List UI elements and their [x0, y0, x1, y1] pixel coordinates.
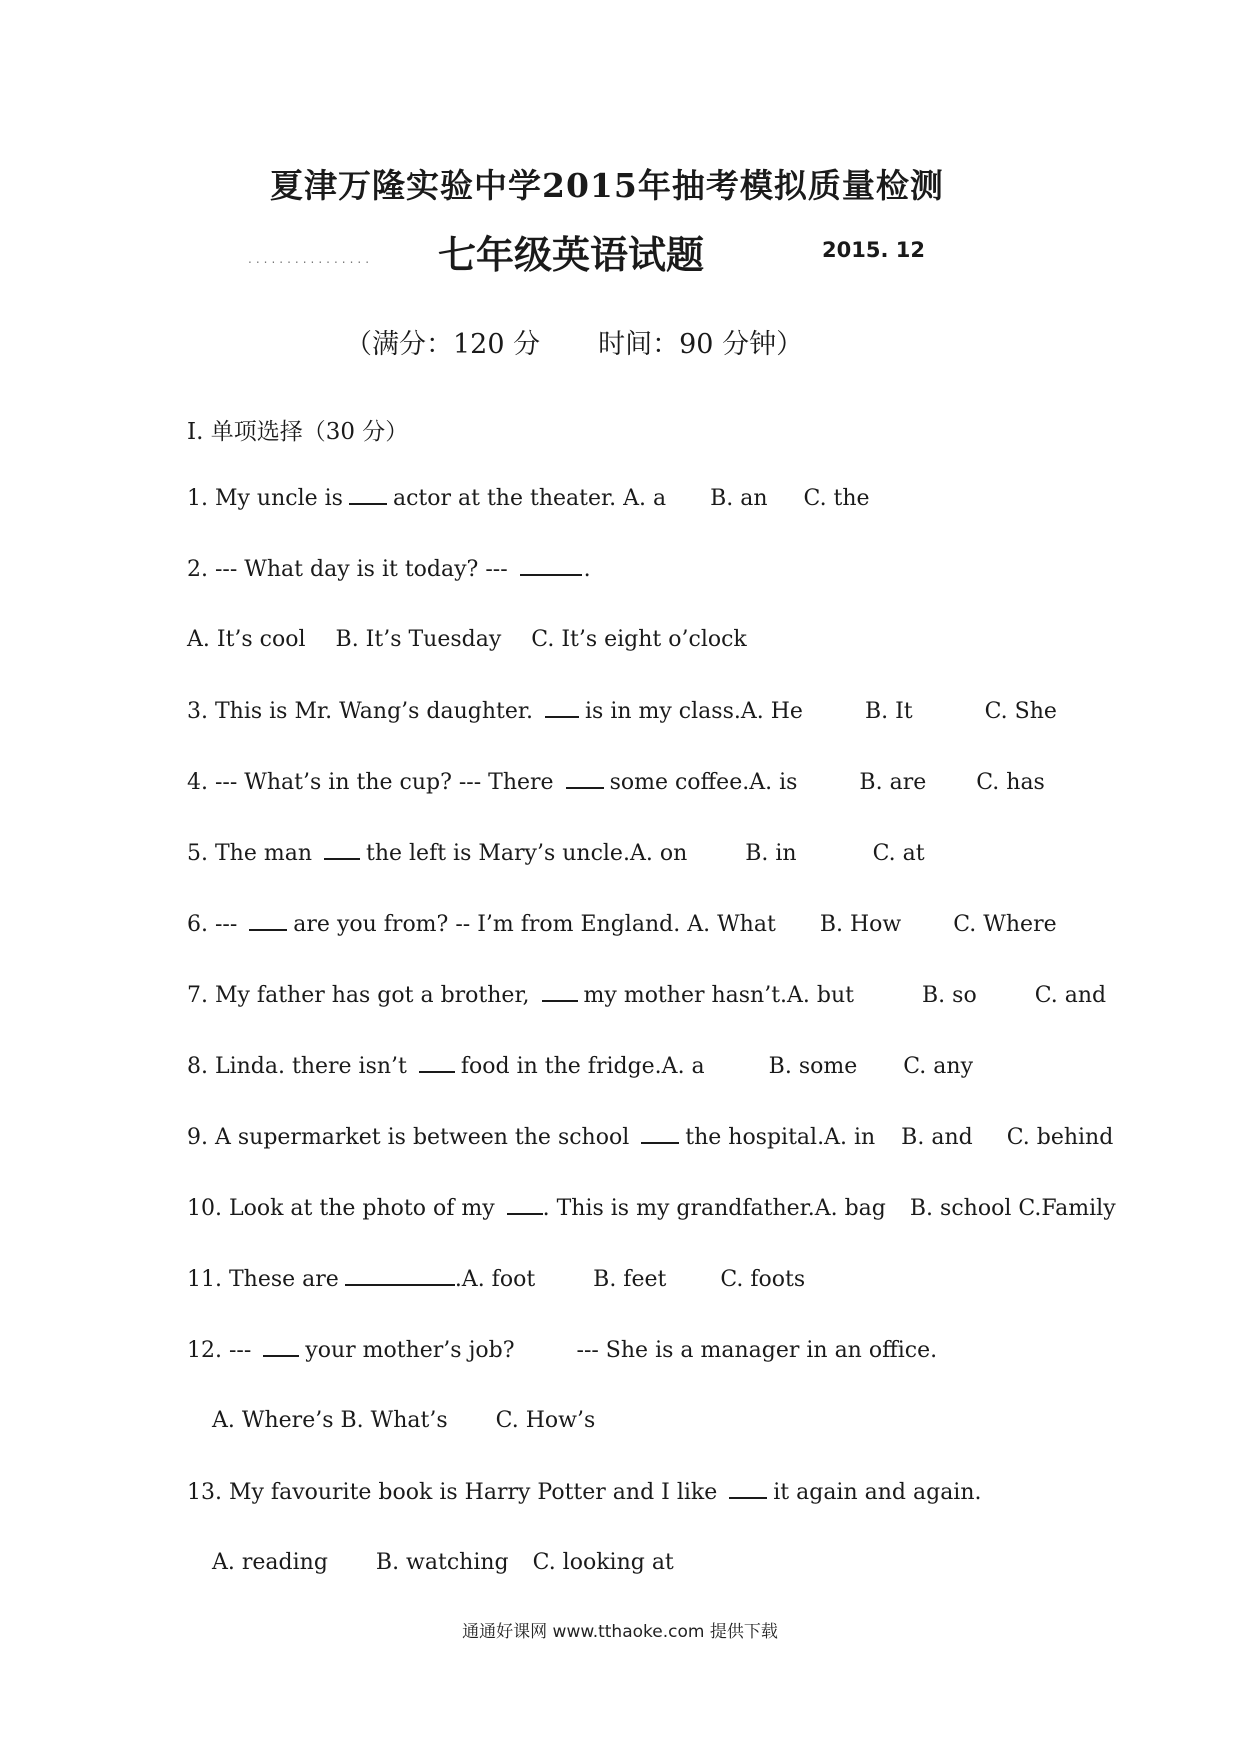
exam-time: 时间：90 分钟）: [598, 329, 804, 360]
question-3: [187, 698, 1057, 724]
answer-blank: [507, 1195, 543, 1215]
question-text: 5. The man: [187, 841, 312, 866]
question-answer-text: --- She is a manager in an office.: [576, 1338, 938, 1363]
question-12-options: [212, 1408, 595, 1433]
question-13-options: [212, 1550, 674, 1575]
option-b: B. How: [819, 912, 902, 937]
option-b-c: B. school C.Family: [909, 1196, 1116, 1221]
question-text: 3. This is Mr. Wang’s daughter.: [187, 699, 533, 724]
question-text: my mother hasn’t.A. but: [583, 983, 855, 1008]
option-b: B. watching: [375, 1550, 509, 1575]
question-text: your mother’s job?: [305, 1338, 515, 1363]
question-text: food in the fridge.A. a: [460, 1054, 705, 1079]
footer-source: 通通好课网 www.tthaoke.com 提供下载: [462, 1622, 778, 1642]
question-text: 9. A supermarket is between the school: [187, 1125, 630, 1150]
option-c: C. How’s: [495, 1408, 596, 1433]
question-8: [187, 1053, 973, 1079]
question-7: [187, 982, 1106, 1008]
answer-blank: [641, 1124, 679, 1144]
option-c: C. any: [903, 1054, 973, 1079]
question-text: .: [583, 557, 591, 582]
question-text: it again and again.: [773, 1480, 982, 1505]
option-c: C. at: [872, 841, 925, 866]
answer-blank: [542, 982, 578, 1002]
question-12: [187, 1337, 937, 1363]
option-c: C. Where: [953, 912, 1057, 937]
question-text: 4. --- What’s in the cup? --- There: [187, 770, 554, 795]
option-c: C. She: [984, 699, 1057, 724]
question-4: [187, 769, 1045, 795]
option-a: A. It’s cool: [187, 627, 306, 652]
option-b: B. are: [859, 770, 927, 795]
option-b: B. It: [864, 699, 913, 724]
answer-blank: [349, 485, 387, 505]
answer-blank: [566, 769, 604, 789]
answer-blank: [345, 1266, 455, 1286]
question-text: 13. My favourite book is Harry Potter and I like: [187, 1480, 718, 1505]
question-text: actor at the theater. A. a: [392, 486, 667, 511]
question-13: [187, 1479, 982, 1505]
question-text: 7. My father has got a brother,: [187, 983, 530, 1008]
option-b: B. feet: [593, 1267, 667, 1292]
option-a-b: A. Where’s B. What’s: [212, 1408, 448, 1433]
question-text: are you from? -- I’m from England. A. What: [293, 912, 776, 937]
question-10: [187, 1195, 1116, 1221]
question-text: .A. foot: [454, 1267, 536, 1292]
question-11: [187, 1266, 805, 1292]
full-score: （满分：120 分: [345, 329, 541, 360]
option-c: C. looking at: [532, 1550, 674, 1575]
question-6: [187, 911, 1057, 937]
question-2-options: [187, 627, 747, 652]
exam-date: 2015. 12: [822, 238, 925, 262]
option-a: A. reading: [212, 1550, 328, 1575]
option-c: C. the: [803, 486, 870, 511]
question-text: 12. ---: [187, 1338, 252, 1363]
exam-subtitle: 七年级英语试题: [438, 233, 705, 277]
question-text: is in my class.A. He: [585, 699, 803, 724]
option-b: B. It’s Tuesday: [335, 627, 502, 652]
score-time-line: [345, 322, 803, 361]
question-2: [187, 556, 591, 582]
option-c: C. It’s eight o’clock: [531, 627, 747, 652]
question-9: [187, 1124, 1113, 1150]
question-text: 8. Linda. there isn’t: [187, 1054, 407, 1079]
question-text: 10. Look at the photo of my: [187, 1196, 495, 1221]
dotted-leader: ................: [248, 252, 374, 266]
question-5: [187, 840, 925, 866]
answer-blank: [263, 1337, 299, 1357]
question-text: 1. My uncle is: [187, 486, 343, 511]
answer-blank: [545, 698, 579, 718]
question-text: . This is my grandfather.A. bag: [542, 1196, 886, 1221]
question-text: the hospital.A. in: [685, 1125, 876, 1150]
section-heading: I. 单项选择（30 分）: [187, 419, 409, 445]
answer-blank: [520, 556, 582, 576]
option-b: B. so: [922, 983, 977, 1008]
answer-blank: [249, 911, 287, 931]
answer-blank: [419, 1053, 455, 1073]
option-b: B. an: [710, 486, 768, 511]
question-text: 11. These are: [187, 1267, 339, 1292]
question-text: the left is Mary’s uncle.A. on: [366, 841, 688, 866]
question-1: [187, 485, 870, 511]
question-text: 6. ---: [187, 912, 238, 937]
question-text: 2. --- What day is it today? ---: [187, 557, 508, 582]
answer-blank: [729, 1479, 767, 1499]
option-c: C. has: [976, 770, 1045, 795]
option-c: C. behind: [1006, 1125, 1114, 1150]
subtitle-row: [230, 222, 990, 282]
option-b: B. and: [901, 1125, 973, 1150]
option-c: C. foots: [720, 1267, 806, 1292]
option-c: C. and: [1034, 983, 1107, 1008]
answer-blank: [324, 840, 360, 860]
exam-title: 夏津万隆实验中学2015年抽考模拟质量检测: [270, 166, 944, 205]
option-b: B. in: [745, 841, 797, 866]
option-b: B. some: [768, 1054, 858, 1079]
question-text: some coffee.A. is: [609, 770, 798, 795]
